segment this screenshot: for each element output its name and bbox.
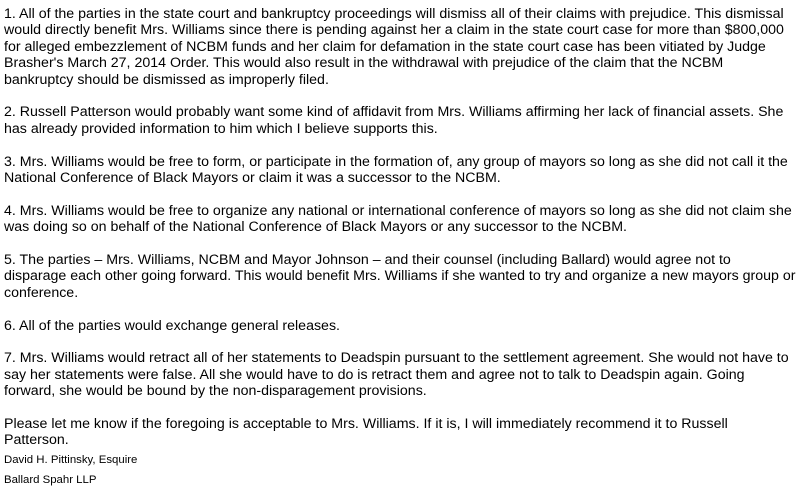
paragraph-7: 7. Mrs. Williams would retract all of her statements to Deadspin pursuant to the settlement agreement. She would not have to say her statements were false. All she would have to do is retract them and agree not to talk to Deadspin again. Going forward, she would be bound by the non-disparagement provisions.	[4, 350, 789, 400]
signature-name: David H. Pittinsky, Esquire	[4, 453, 138, 466]
paragraph-5: 5. The parties – Mrs. Williams, NCBM and Mayor Johnson – and their counsel (including Ballard) would agree not to disparage each other going forward. This would benefit Mrs. Williams if she wanted to try and organize a new mayors group or conference.	[4, 252, 796, 301]
paragraph-3: 3. Mrs. Williams would be free to form, or participate in the formation of, any group of mayors so long as she did not call it the National Conference of Black Mayors or claim it was a successor to the NCBM.	[4, 153, 788, 187]
closing-paragraph: Please let me know if the foregoing is acceptable to Mrs. Williams. If it is, I will immediately recommend it to Russell Patterson.	[4, 416, 728, 449]
letter-body	[4, 6, 796, 487]
paragraph-4: 4. Mrs. Williams would be free to organize any national or international conference of mayors so long as she did not claim she was doing so on behalf of the National Conference of Black Mayors or any successor to the NCBM.	[4, 202, 792, 236]
paragraph-2: 2. Russell Patterson would probably want some kind of affidavit from Mrs. Williams affirming her lack of financial assets. She has already provided information to him which I believe supports this.	[4, 104, 784, 137]
paragraph-6: 6. All of the parties would exchange general releases.	[4, 317, 340, 334]
signature-firm: Ballard Spahr LLP	[4, 473, 97, 486]
paragraph-1: 1. All of the parties in the state court and bankruptcy proceedings will dismiss all of their claims with prejudice. This dismissal would directly benefit Mrs. Williams since there is pending against her a claim in the state court case for more than $800,000 for alleged embezzlement of NCBM funds and her claim for defamation in the state court case has been vitiated by Judge Brasher's March 27, 2014 Order. This would also result in the withdrawal with prejudice of the claim that the NCBM bankruptcy should be dismissed as improperly filed.	[4, 6, 784, 88]
